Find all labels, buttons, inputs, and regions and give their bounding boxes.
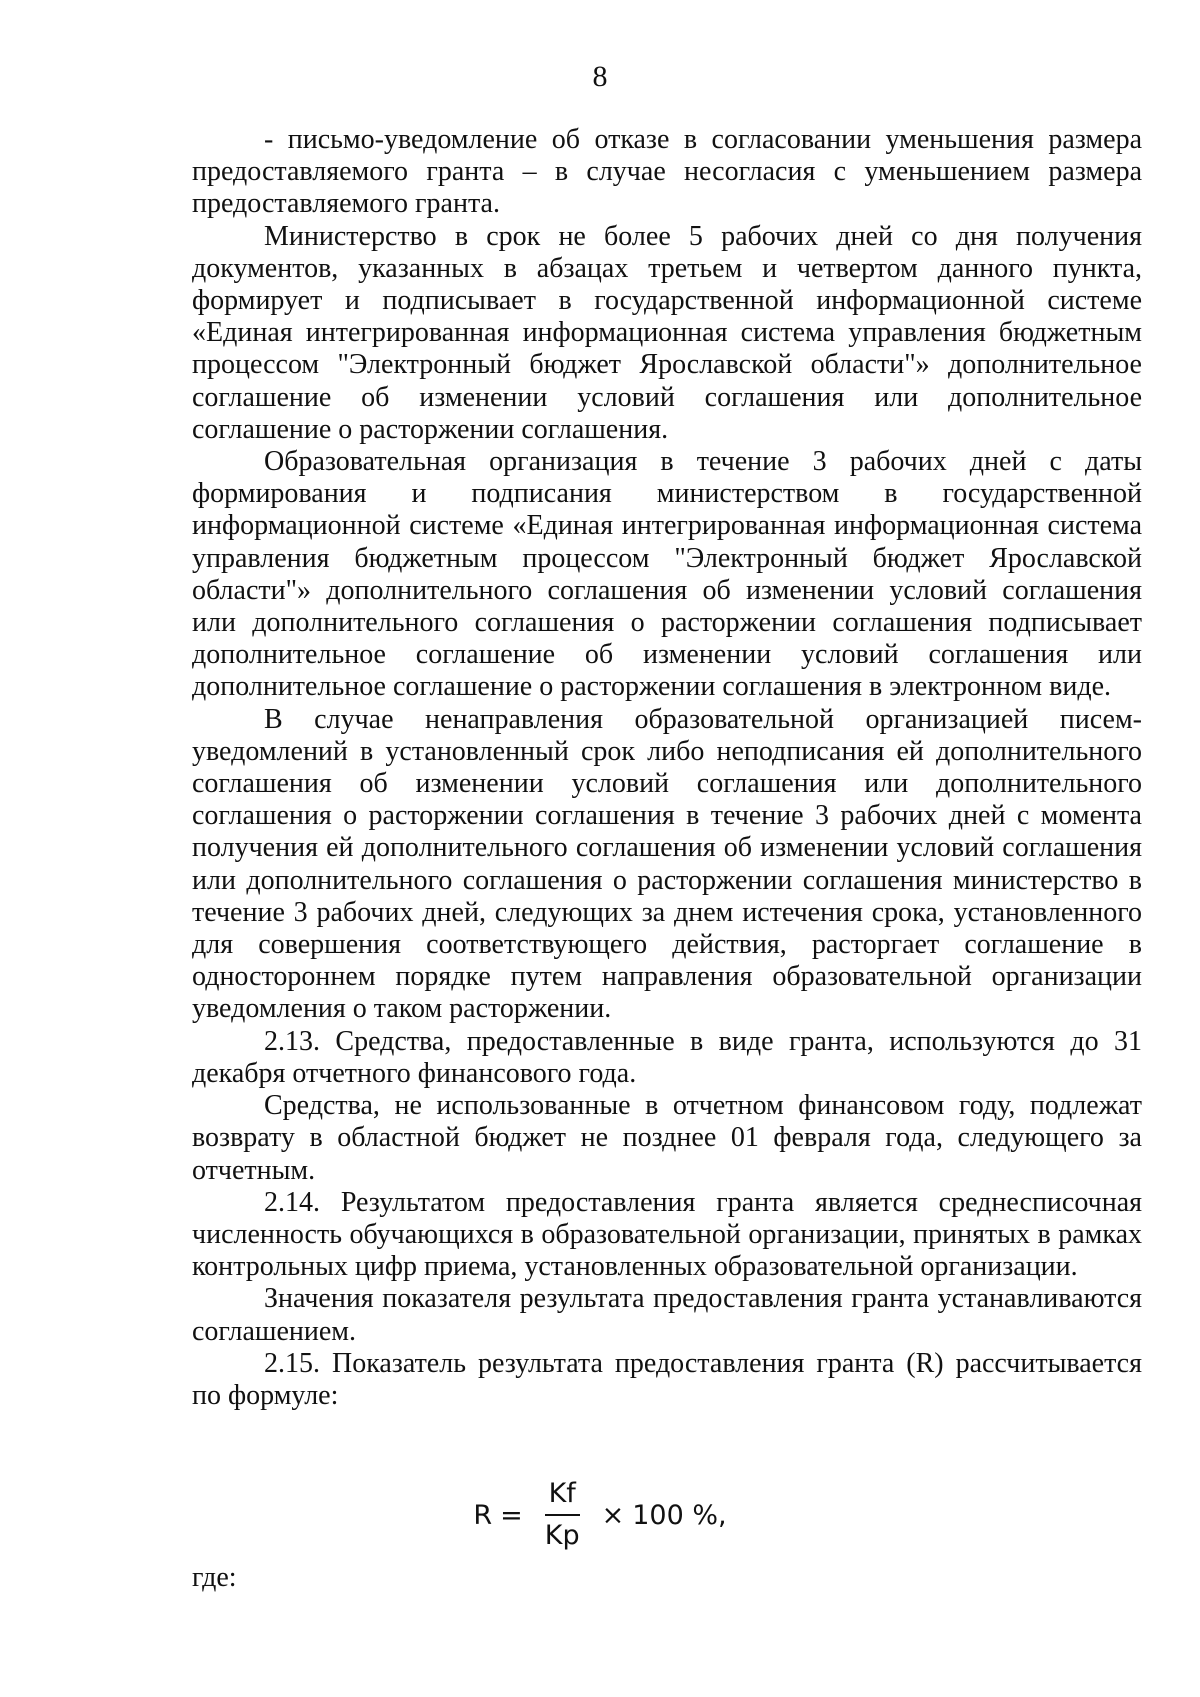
paragraph-unused-funds: Средства, не использованные в отчетном финансовом году, подлежат возврату в областной бюджет не позднее 01 февраля года, следующего за отчетным. bbox=[192, 1090, 1142, 1186]
paragraph-2-15: 2.15. Показатель результата предоставления гранта (R) рассчитывается по формуле: bbox=[192, 1347, 1142, 1411]
paragraph-ministry-signing: Министерство в срок не более 5 рабочих дней со дня получения документов, указанных в абзацах третьем и четвертом данного пункта, формирует и подписывает в государственной информационной системе «Единая интегрированная информационная система управления бюджетным процессом "Электронный бюджет Ярославской области"» дополнительное соглашение об изменении условий соглашения или дополнительное соглашение о расторжении соглашения. bbox=[192, 220, 1142, 445]
formula-equals: = bbox=[500, 1499, 523, 1531]
paragraph-2-14: 2.14. Результатом предоставления гранта является среднесписочная численность обучающихся в образовательной организации, принятых в рамках контрольных цифр приема, установленных образовательной организации. bbox=[192, 1186, 1142, 1283]
where-label: где: bbox=[192, 1562, 237, 1593]
result-formula bbox=[0, 1478, 1200, 1552]
paragraph-2-13: 2.13. Средства, предоставленные в виде гранта, используются до 31 декабря отчетного финансового года. bbox=[192, 1025, 1142, 1089]
formula-lhs: R bbox=[473, 1499, 493, 1531]
paragraph-unilateral-termination: В случае ненаправления образовательной организацией писем-уведомлений в установленный срок либо неподписания ей дополнительного соглашения об изменении условий соглашения или дополнительного соглашения о расторжении соглашения в течение 3 рабочих дней с момента получения ей дополнительного соглашения об изменении условий соглашения или дополнительного соглашения о расторжении соглашения министерство в течение 3 рабочих дней, следующих за днем истечения срока, установленного для совершения соответствующего действия, расторгает соглашение в одностороннем порядке путем направления образовательной организации уведомления о таком расторжении. bbox=[192, 703, 1142, 1025]
paragraph-indicator-values: Значения показателя результата предоставления гранта устанавливаются соглашением. bbox=[192, 1283, 1142, 1347]
body-text bbox=[192, 124, 1142, 1412]
page-number: 8 bbox=[592, 60, 608, 93]
formula-denominator: Kp bbox=[544, 1520, 580, 1551]
paragraph-organization-signing: Образовательная организация в течение 3 рабочих дней с даты формирования и подписания министерством в государственной информационной системе «Единая интегрированная информационная система управления бюджетным процессом "Электронный бюджет Ярославской области"» дополнительного соглашения об изменении условий соглашения или дополнительного соглашения о расторжении соглашения подписывает дополнительное соглашение об изменении условий соглашения или дополнительное соглашение о расторжении соглашения в электронном виде. bbox=[192, 446, 1142, 703]
formula-fraction bbox=[541, 1478, 584, 1552]
formula-numerator: Kf bbox=[545, 1478, 580, 1516]
paragraph-rejection-letter: - письмо-уведомление об отказе в согласовании уменьшения размера предоставляемого гранта – в случае несогласия с уменьшением размера предоставляемого гранта. bbox=[192, 124, 1142, 220]
formula-rhs: 100 %, bbox=[632, 1499, 727, 1531]
formula-times: × bbox=[601, 1499, 625, 1531]
